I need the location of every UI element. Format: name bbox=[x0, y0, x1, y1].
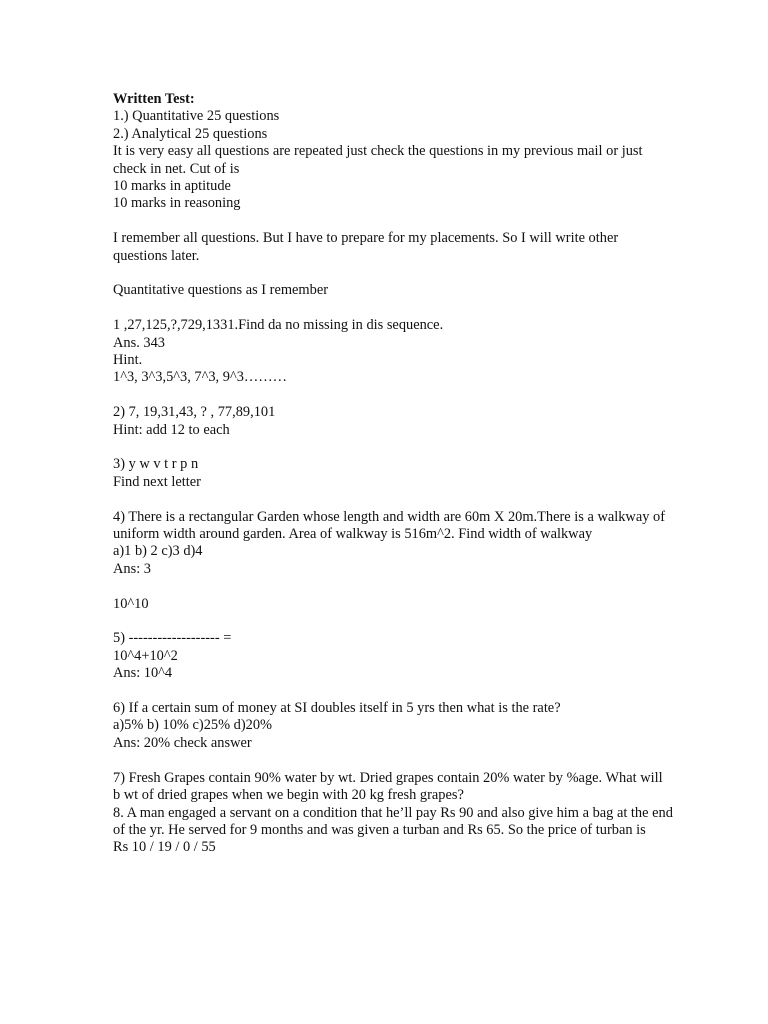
question-8-options: Rs 10 / 19 / 0 / 55 bbox=[113, 839, 216, 856]
paragraph-gap bbox=[113, 683, 673, 700]
question-1-hint: 1^3, 3^3,5^3, 7^3, 9^3……… bbox=[113, 369, 288, 386]
question-7-text: 7) Fresh Grapes contain 90% water by wt. Dried grapes contain 20% water by %age. What will b wt of dried grapes when we begin with 20 kg fresh grapes? bbox=[113, 769, 667, 804]
question-4-answer: Ans: 3 bbox=[113, 560, 151, 577]
paragraph-gap bbox=[113, 491, 673, 508]
intro-line: 10 marks in aptitude bbox=[113, 178, 231, 195]
question-6-text: 6) If a certain sum of money at SI doubles itself in 5 yrs then what is the rate? bbox=[113, 700, 561, 717]
fraction-numerator: 10^10 bbox=[113, 595, 149, 612]
document-heading: Written Test: bbox=[113, 91, 195, 107]
paragraph-gap bbox=[113, 439, 673, 456]
intro-line: 10 marks in reasoning bbox=[113, 195, 241, 212]
section-title: Quantitative questions as I remember bbox=[113, 282, 328, 299]
question-3-line: 3) y w v t r p n bbox=[113, 456, 199, 473]
paragraph-gap bbox=[113, 213, 673, 230]
question-3-instruction: Find next letter bbox=[113, 473, 201, 490]
intro-line: It is very easy all questions are repeated just check the questions in my previous mail or just check in net. Cut of is bbox=[113, 143, 647, 177]
question-5-fraction-bar: 5) ------------------- = bbox=[113, 630, 232, 647]
question-1-hint-label: Hint. bbox=[113, 352, 143, 369]
question-6-answer: Ans: 20% check answer bbox=[113, 734, 252, 751]
paragraph-gap bbox=[113, 578, 673, 595]
intro-line: 1.) Quantitative 25 questions bbox=[113, 108, 280, 125]
question-8-text: 8. A man engaged a servant on a condition that he’ll pay Rs 90 and also give him a bag at the end of the yr. He served for 9 months and was given a turban and Rs 65. So the price of turban is bbox=[113, 804, 677, 838]
paragraph-gap bbox=[113, 752, 673, 769]
question-5-answer: Ans: 10^4 bbox=[113, 665, 173, 682]
paragraph-gap bbox=[113, 387, 673, 404]
paragraph-gap bbox=[113, 300, 673, 317]
paragraph-gap bbox=[113, 613, 673, 630]
remember-paragraph: I remember all questions. But I have to prepare for my placements. So I will write other questions later. bbox=[113, 230, 622, 264]
question-2-hint: Hint: add 12 to each bbox=[113, 421, 230, 438]
question-4-text: 4) There is a rectangular Garden whose length and width are 60m X 20m.There is a walkway of uniform width around garden. Area of walkway is 516m^2. Find width of walkway bbox=[113, 508, 669, 543]
intro-line: 2.) Analytical 25 questions bbox=[113, 125, 268, 142]
question-5-denominator: 10^4+10^2 bbox=[113, 647, 178, 664]
paragraph-gap bbox=[113, 265, 673, 282]
document-page bbox=[113, 91, 677, 857]
question-1-line: 1 ,27,125,?,729,1331.Find da no missing in dis sequence. bbox=[113, 317, 444, 334]
question-1-answer: Ans. 343 bbox=[113, 334, 165, 351]
question-2-line: 2) 7, 19,31,43, ? , 77,89,101 bbox=[113, 404, 276, 421]
question-6-options: a)5% b) 10% c)25% d)20% bbox=[113, 717, 273, 734]
question-4-options: a)1 b) 2 c)3 d)4 bbox=[113, 543, 203, 560]
